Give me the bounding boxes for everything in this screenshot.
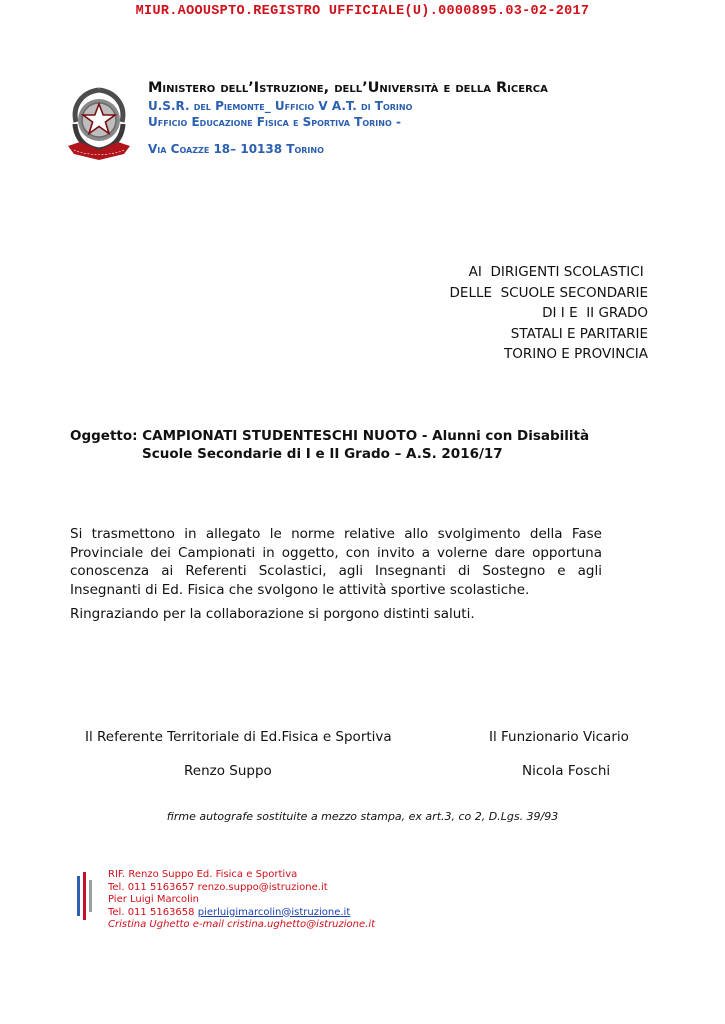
signatory-right-role: Il Funzionario Vicario [489,729,629,745]
subject-block [70,427,589,463]
recipient-line: STATALI E PARITARIE [510,325,648,342]
office-bars-logo-icon [74,872,96,920]
recipient-line: TORINO E PROVINCIA [504,346,648,362]
recipient-line: DI I E II GRADO [542,305,648,321]
address-line: Via Coazze 18– 10138 Torino [148,142,324,156]
reference-line: Pier Luigi Marcolin [108,894,200,905]
department-line: Ufficio Educazione Fisica e Sportiva Torino - [148,115,401,129]
ministry-title: Ministero dell’Istruzione, dell’Università e della Ricerca [148,80,548,96]
signatory-left-role: Il Referente Territoriale di Ed.Fisica e Sportiva [85,729,392,745]
body-paragraph: Si trasmettono in allegato le norme relative allo svolgimento della Fase Provinciale dei Campionati in oggetto, con invito a volerne dare opportuna conoscenza ai Referenti Scolastici, agli Insegnanti di Sostegno e agli Insegnanti di Ed. Fisica che svolgono le attività sportive scolastiche. [70,526,602,598]
recipient-line: AI DIRIGENTI SCOLASTICI [468,264,648,280]
recipient-line: DELLE SCUOLE SECONDARIE [449,284,648,301]
reference-line: RIF. Renzo Suppo Ed. Fisica e Sportiva [108,869,298,880]
reference-phone: Tel. 011 5163658 [108,906,198,918]
italian-republic-emblem-icon [66,84,132,162]
regional-office-line: U.S.R. del Piemonte_ Ufficio V A.T. di Torino [148,99,413,113]
signatory-left-name: Renzo Suppo [184,763,272,779]
signatory-right-name: Nicola Foschi [522,763,611,779]
reference-line [108,907,375,920]
email-link[interactable]: pierluigimarcolin@istruzione.it [197,906,351,918]
recipients-block [450,262,648,365]
subject-line-1: Oggetto: CAMPIONATI STUDENTESCHI NUOTO - Alunni con Disabilità [70,428,590,444]
reference-line: Tel. 011 5163657 renzo.suppo@istruzione.it [108,881,328,893]
references-block [108,869,375,932]
subject-line-2: Scuole Secondarie di I e II Grado – A.S. 2016/17 [142,446,503,462]
closing-paragraph: Ringraziando per la collaborazione si porgono distinti saluti. [70,606,475,622]
signature-footnote: firme autografe sostituite a mezzo stampa, ex art.3, co 2, D.Lgs. 39/93 [166,810,559,823]
protocol-stamp: MIUR.AOOUSPTO.REGISTRO UFFICIALE(U).0000895.03-02-2017 [135,4,590,19]
reference-line: Cristina Ughetto e-mail cristina.ughetto@istruzione.it [108,919,376,930]
